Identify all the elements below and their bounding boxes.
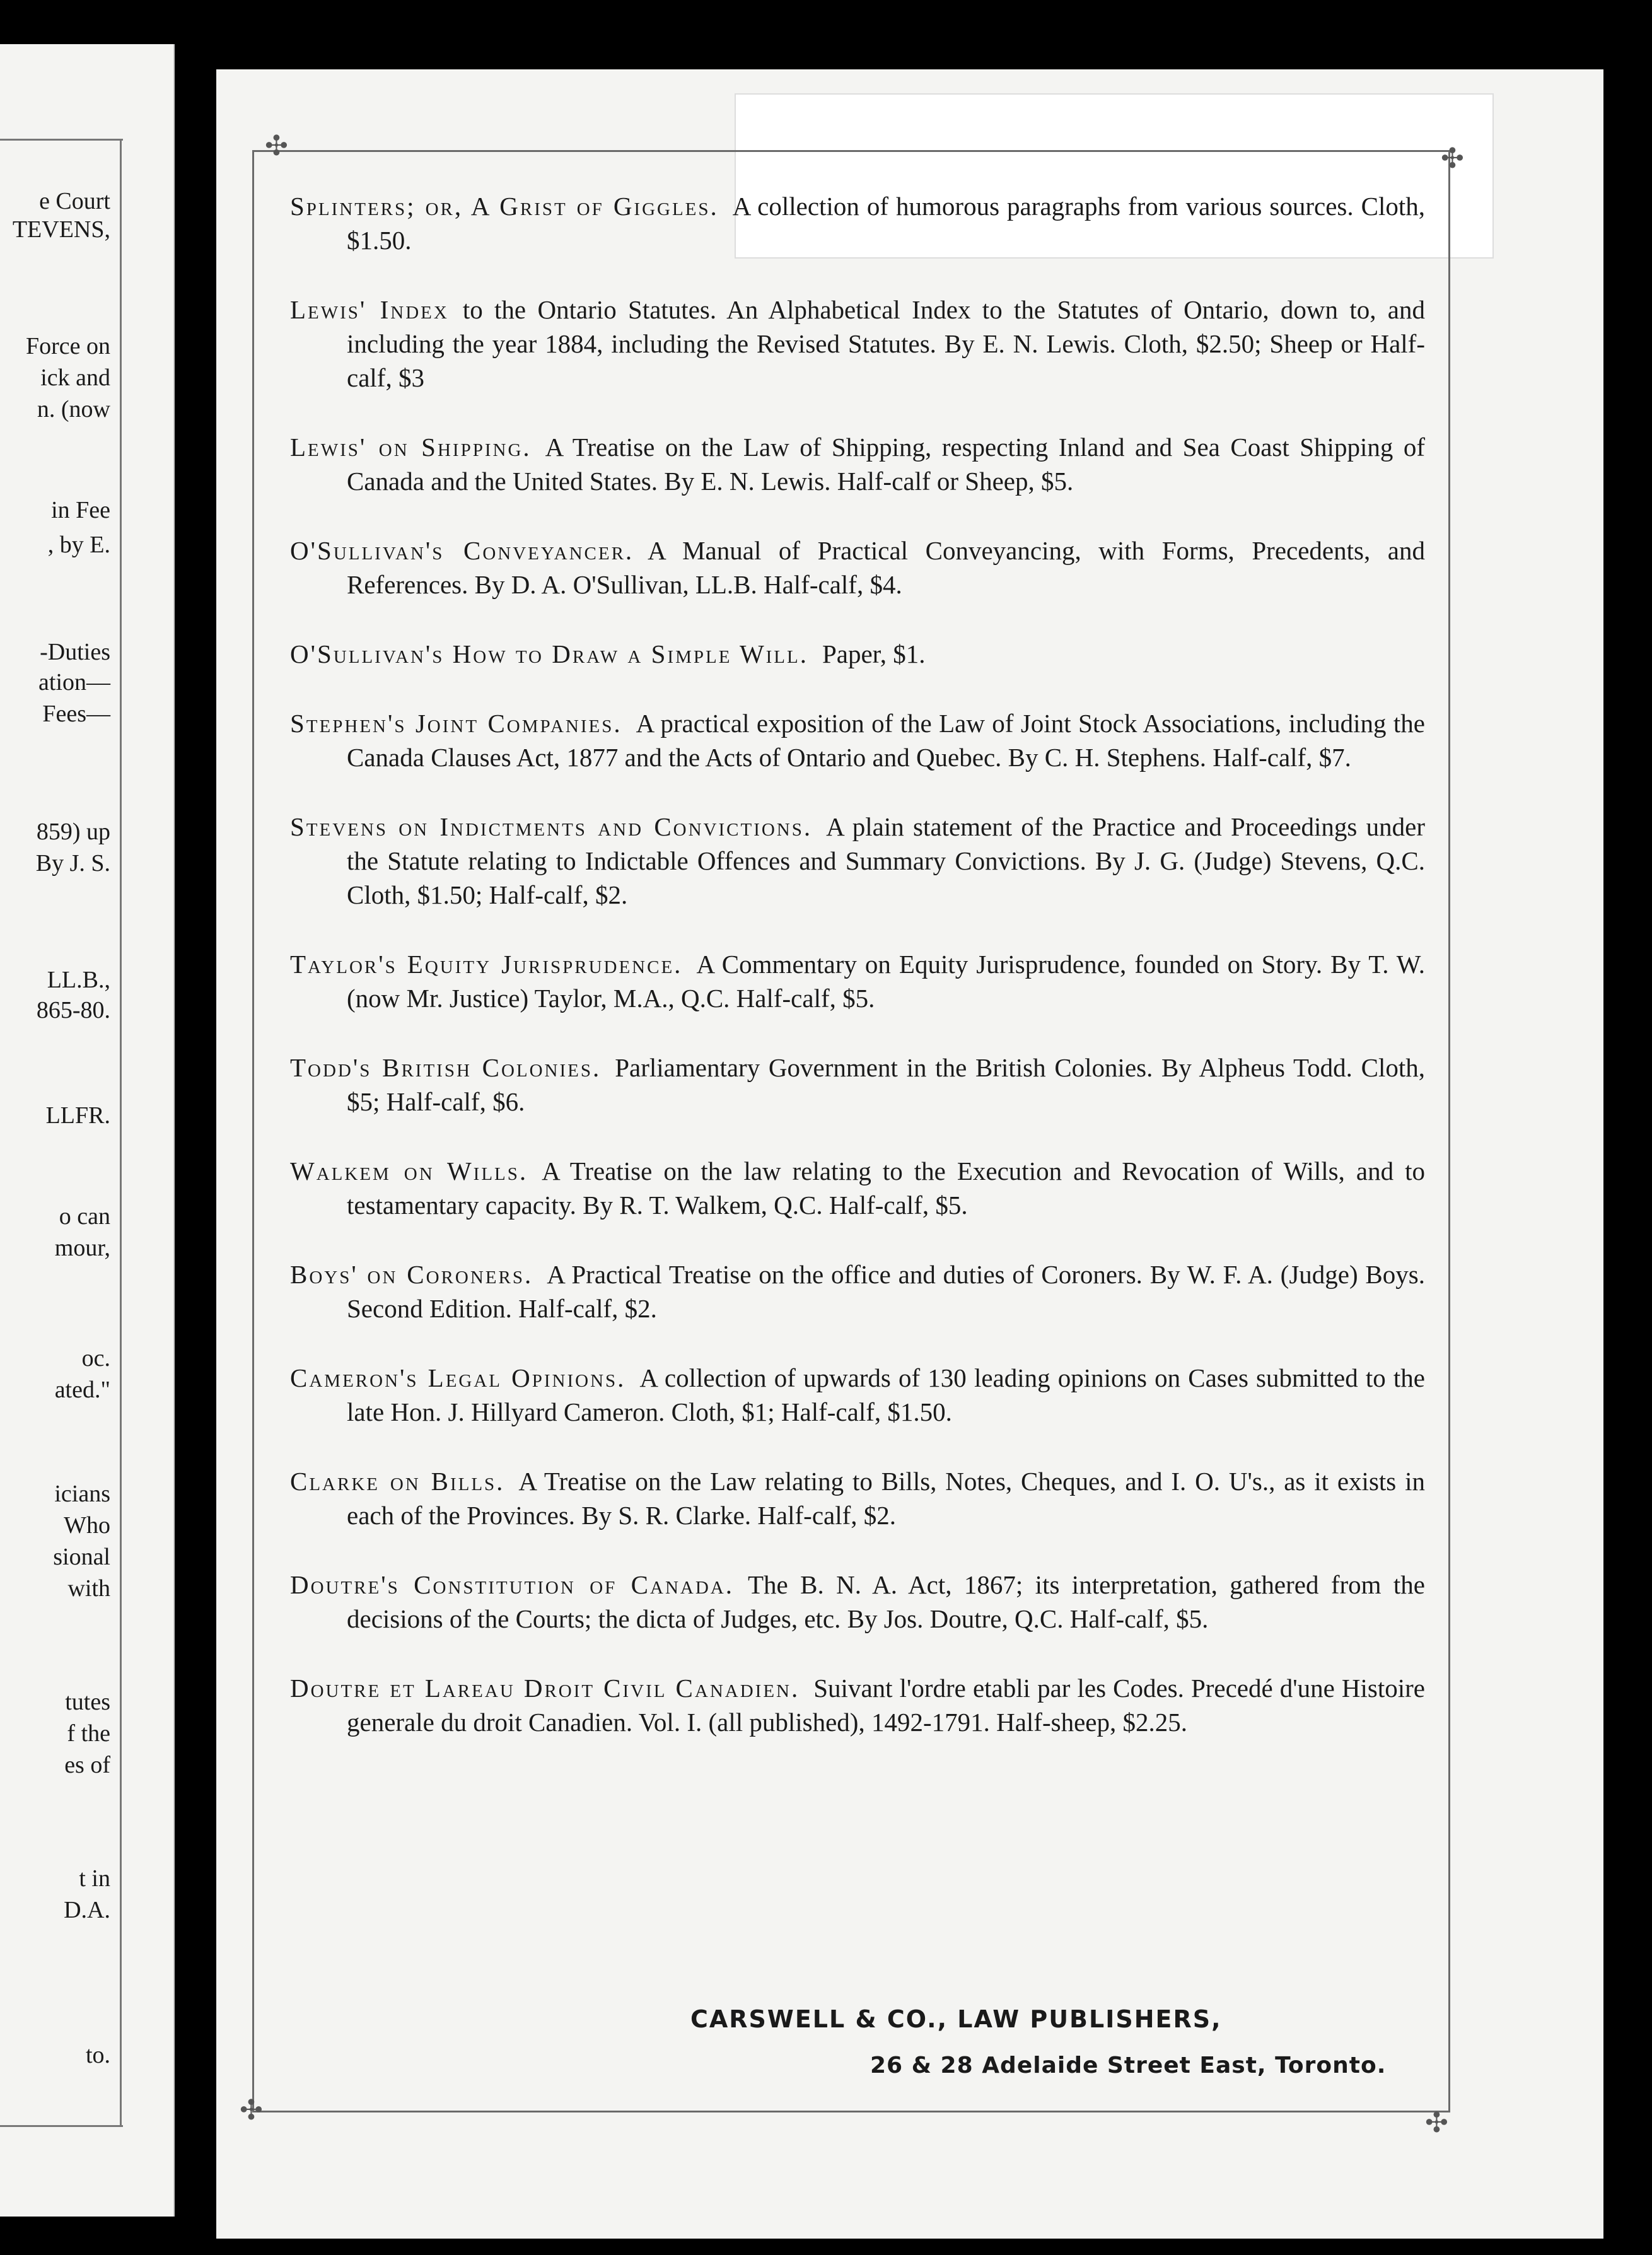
left-page-text-fragment: tutes [65,1689,110,1715]
left-page-bottom-rule [0,2125,123,2127]
catalogue-entry [290,1464,1425,1532]
catalogue-entry [290,189,1425,257]
entry-title: Doutre et Lareau Droit Civil Canadien. [290,1674,800,1703]
entry-description: A Practical Treatise on the office and duties of Coroners. By W. F. A. (Judge) Boys. Second Edition. Half-calf, $2. [347,1260,1425,1323]
entry-description: A Commentary on Equity Jurisprudence, founded on Story. By T. W. (now Mr. Justice) Taylor, M.A., Q.C. Half-calf, $5. [347,950,1425,1013]
left-page-text-fragment: es of [64,1752,110,1778]
entry-title: O'Sullivan's Conveyancer. [290,536,634,565]
entry-description: A plain statement of the Practice and Proceedings under the Statute relating to Indictable Offences and Summary Convictions. By J. G. (Judge) Stevens, Q.C. Cloth, $1.50; Half-calf, $2. [347,812,1426,909]
left-page-text-fragment: ated." [54,1377,110,1403]
entry-description: A Treatise on the law relating to the Execution and Revocation of Wills, and to testamentary capacity. By R. T. Walkem, Q.C. Half-calf, $5. [347,1157,1425,1220]
left-page-text-fragment: 859) up [36,819,110,845]
catalogue-entry [290,810,1425,912]
entry-description: to the Ontario Statutes. An Alphabetical Index to the Statutes of Ontario, down to, and including the year 1884, including the Revised Statutes. By E. N. Lewis. Cloth, $2.50; Sheep or Half-calf, $3 [347,295,1425,392]
entry-description: Parliamentary Government in the British Colonies. By Alpheus Todd. Cloth, $5; Half-calf, $6. [347,1053,1425,1116]
left-page-text-fragment: -Duties [40,639,110,665]
left-page-text-fragment: sional [53,1544,110,1570]
entry-description: A practical exposition of the Law of Joint Stock Associations, including the Canada Clauses Act, 1877 and the Acts of Ontario and Quebec. By C. H. Stephens. Half-calf, $7. [347,709,1425,772]
left-page-text-fragment: mour, [54,1235,110,1261]
corner-ornament-icon: ✣ [240,2095,263,2126]
left-page-text-fragment: ick and [40,364,110,391]
entry-title: Stevens on Indictments and Convictions. [290,812,813,841]
entry-title: Cameron's Legal Opinions. [290,1363,626,1392]
entry-title: Lewis' on Shipping. [290,433,532,462]
catalogue-entry [290,1051,1425,1119]
entry-title: Splinters; or, A Grist of Giggles. [290,192,719,221]
left-page-text-fragment: LLFR. [45,1102,110,1129]
entry-description: Paper, $1. [822,639,926,668]
left-page-text-fragment: LL.B., [47,967,110,993]
left-page-text-fragment: f the [67,1720,110,1747]
entry-description: A Manual of Practical Conveyancing, with Forms, Precedents, and References. By D. A. O'Sullivan, LL.B. Half-calf, $4. [347,536,1425,599]
left-page-text-fragment: e Court [39,188,110,214]
publisher-address: 26 & 28 Adelaide Street East, Toronto. [870,2053,1387,2078]
left-page-text-fragment: in Fee [51,497,110,523]
entry-title: Taylor's Equity Jurisprudence. [290,950,683,979]
catalogue-entry [290,1568,1425,1636]
entry-title: Walkem on Wills. [290,1157,528,1186]
catalogue-entry [290,1154,1425,1222]
entry-title: Clarke on Bills. [290,1467,505,1496]
entry-title: Doutre's Constitution of Canada. [290,1570,734,1599]
catalogue-entry [290,1361,1425,1429]
catalogue-entry [290,293,1425,395]
left-page-text-fragment: o can [59,1203,110,1230]
entry-title: Boys' on Coroners. [290,1260,533,1289]
entry-title: Todd's British Colonies. [290,1053,602,1082]
left-page-side-rule [120,139,122,2125]
corner-ornament-icon: ✣ [1425,2107,1448,2138]
catalogue-entry [290,1257,1425,1326]
catalogue-entry [290,1671,1425,1739]
left-page-text-fragment: with [67,1575,110,1602]
entry-title: Lewis' Index [290,295,449,324]
left-page-text-fragment: oc. [81,1345,110,1372]
catalogue-entry [290,706,1425,774]
entry-title: O'Sullivan's How to Draw a Simple Will. [290,639,808,668]
entry-description: A collection of humorous paragraphs from various sources. Cloth, $1.50. [347,192,1425,255]
left-page-text-fragment: TEVENS, [12,216,110,243]
left-page-text-fragment: By J. S. [35,850,110,877]
corner-ornament-icon: ✣ [1441,143,1464,174]
left-page-fragment [0,44,175,2217]
catalogue-entry [290,533,1425,602]
left-page-text-fragment: , by E. [47,532,110,558]
left-page-text-fragment: 865-80. [36,997,110,1023]
left-page-text-fragment: n. (now [37,396,110,422]
left-page-text-fragment: icians [54,1481,110,1507]
entry-description: A Treatise on the Law relating to Bills, Notes, Cheques, and I. O. U's., as it exists in each of the Provinces. By S. R. Clarke. Half-calf, $2. [347,1467,1425,1530]
corner-ornament-icon: ✣ [265,131,288,161]
left-page-text-fragment: Fees— [42,701,110,727]
left-page-top-rule [0,139,123,141]
left-page-text-fragment: Force on [25,333,110,359]
left-page-text-fragment: Who [64,1512,110,1539]
catalogue-list [290,189,1425,1774]
entry-description: Suivant l'ordre etabli par les Codes. Precedé d'une Histoire generale du droit Canadien. Vol. I. (all published), 1492-1791. Half-sheep, $2.25. [347,1674,1425,1737]
left-page-text-fragment: to. [85,2042,110,2068]
entry-description: A Treatise on the Law of Shipping, respecting Inland and Sea Coast Shipping of Canada and the United States. By E. N. Lewis. Half-calf or Sheep, $5. [347,433,1425,496]
entry-description: The B. N. A. Act, 1867; its interpretation, gathered from the decisions of the Courts; the dicta of Judges, etc. By Jos. Doutre, Q.C. Half-calf, $5. [347,1570,1426,1633]
publisher-name: CARSWELL & CO., LAW PUBLISHERS, [690,2005,1222,2033]
entry-title: Stephen's Joint Companies. [290,709,622,738]
left-page-text-fragment: ation— [38,669,110,696]
entry-description: A collection of upwards of 130 leading opinions on Cases submitted to the late Hon. J. Hillyard Cameron. Cloth, $1; Half-calf, $1.50. [347,1363,1425,1426]
left-page-text-fragment: D.A. [64,1897,110,1923]
catalogue-entry [290,947,1425,1015]
catalogue-entry [290,430,1425,498]
catalogue-entry [290,637,1425,671]
left-page-text-fragment: t in [79,1865,110,1892]
